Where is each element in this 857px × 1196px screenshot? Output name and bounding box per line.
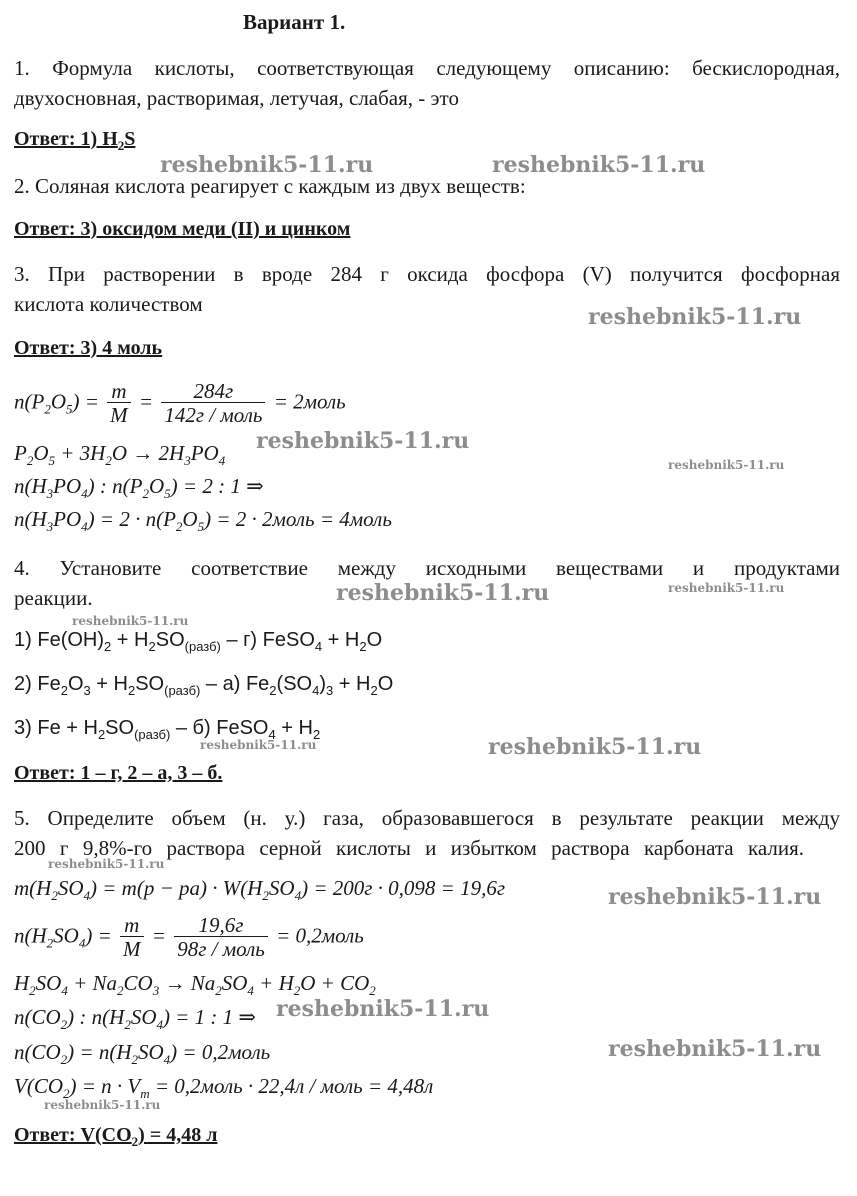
- q4-text-line1: 4. Установите соответствие между исходными веществами и продуктами: [14, 556, 840, 580]
- q5-text-line2: 200 г 9,8%-го раствора серной кислоты и избытком раствора карбоната калия.: [14, 836, 804, 860]
- q4-reaction-1: 1) $Fe(OH)_2 + H_2SO_{(разб)} - г$) FeSO$_4$ + $H_2O$: [14, 629, 383, 654]
- watermark: reshebnik5-11.ru: [608, 1036, 822, 1062]
- watermark: reshebnik5-11.ru: [48, 857, 165, 871]
- watermark: reshebnik5-11.ru: [256, 428, 470, 454]
- q5-equation-mass: $m(H_2SO_4) = m(p - pa) \cdot W(H_2SO_4) = 200г \cdot 0,098 = 19,6г$: [14, 876, 506, 904]
- watermark: reshebnik5-11.ru: [44, 1098, 161, 1112]
- watermark: reshebnik5-11.ru: [588, 304, 802, 330]
- watermark: reshebnik5-11.ru: [160, 152, 374, 178]
- q4-reaction-3: 3) $Fe + H_2SO_{(разб)} - б$) FeSO$_4$ + $H_2$: [14, 717, 321, 742]
- q1-text-line2: двухосновная, растворимая, летучая, слабая, - это: [14, 86, 459, 110]
- q5-answer: Ответ: $V(CO_2) = 4,48$ л: [14, 1124, 218, 1149]
- q3-text-line2: кислота количеством: [14, 292, 203, 316]
- q2-answer: Ответ: 3) оксидом меди (II) и цинком: [14, 218, 351, 240]
- q3-equation-moles: $n(P_2O_5)$ = $\frac{m}{M}$ = $\frac{284г}{\text{142г / моль}}$ = 2моль: [14, 379, 346, 427]
- q2-text: 2. Соляная кислота реагирует с каждым из двух веществ:: [14, 174, 526, 198]
- watermark: reshebnik5-11.ru: [608, 884, 822, 910]
- page-title: Вариант 1.: [243, 10, 346, 34]
- q3-answer: Ответ: 3) 4 моль: [14, 337, 163, 359]
- watermark: reshebnik5-11.ru: [668, 581, 785, 595]
- watermark: reshebnik5-11.ru: [200, 738, 317, 752]
- watermark: reshebnik5-11.ru: [488, 734, 702, 760]
- watermark: reshebnik5-11.ru: [72, 614, 189, 628]
- watermark: reshebnik5-11.ru: [336, 580, 550, 606]
- q3-text-line1: 3. При растворении в вроде 284 г оксида фосфора (V) получится фосфорная: [14, 262, 840, 286]
- q5-text-line1: 5. Определите объем (н. у.) газа, образовавшегося в результате реакции между: [14, 806, 840, 830]
- watermark: reshebnik5-11.ru: [276, 996, 490, 1022]
- q4-reaction-2: 2) $Fe_2O_3 + H_2SO_{(разб)} - а$) $Fe_2(SO_4)_3 + H_2O$: [14, 673, 394, 698]
- q4-text-line2: реакции.: [14, 586, 93, 610]
- q5-equation-co2-moles: $n(CO_2) = n(H_2SO_4)$ = 0,2моль: [14, 1040, 271, 1068]
- q3-equation-reaction: $P_2O_5 + 3H_2O \to 2H_3PO_4$: [14, 441, 226, 469]
- q5-equation-ratio: $n(CO_2)$ : $n(H_2SO_4) = 1$ : 1 ⇒: [14, 1005, 257, 1033]
- q1-answer: Ответ: 1) $H_2S$: [14, 128, 136, 153]
- q1-text-line1: 1. Формула кислоты, соответствующая следующему описанию: бескислородная,: [14, 56, 840, 80]
- watermark: reshebnik5-11.ru: [668, 458, 785, 472]
- q5-equation-volume: $V(CO_2) = n \cdot V_m$ = 0,2моль · 22,4л / моль = 4,48л: [14, 1074, 434, 1102]
- watermark: reshebnik5-11.ru: [492, 152, 706, 178]
- q5-equation-moles: $n(H_2SO_4)$ = $\frac{m}{M}$ = $\frac{19,6г}{\text{98г / моль}}$ = 0,2моль: [14, 913, 364, 961]
- q4-answer: Ответ: 1 – г, 2 – а, 3 – б.: [14, 762, 223, 784]
- q5-equation-reaction: $H_2SO_4 + Na_2CO_3 \to Na_2SO_4 + H_2O + CO_2$: [14, 971, 376, 999]
- q3-equation-ratio: $n(H_3PO_4)$ : $n(P_2O_5) = 2$ : 1 ⇒: [14, 474, 264, 502]
- q3-equation-result: $n(H_3PO_4) = 2 \cdot n(P_2O_5) = 2$ · 2моль = 4моль: [14, 507, 392, 535]
